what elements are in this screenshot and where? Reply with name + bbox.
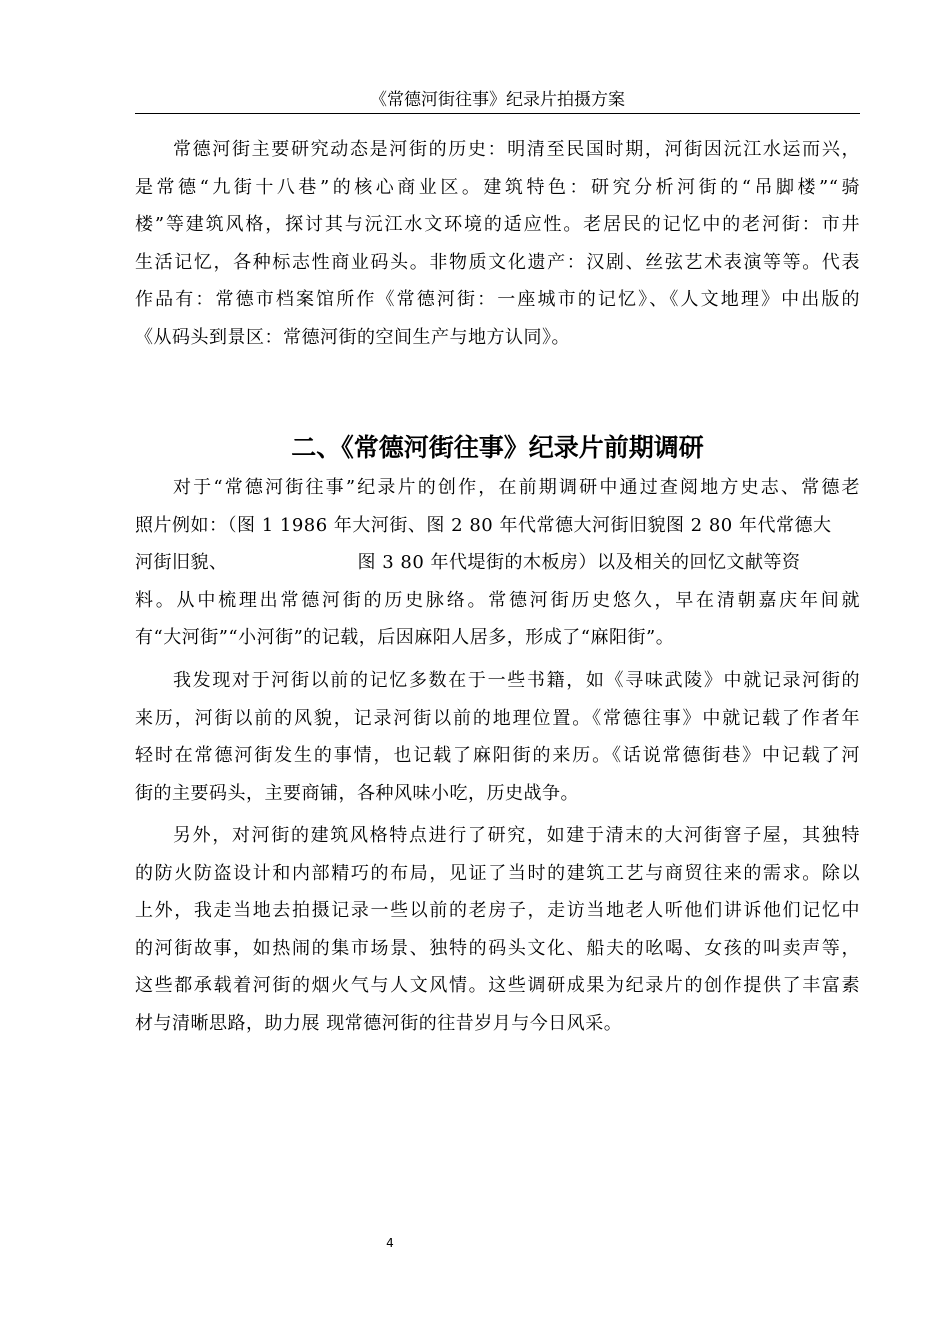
running-header: 《常德河街往事》纪录片拍摄方案 <box>370 90 625 110</box>
text-line: 楼”等建筑风格，探讨其与沅江水文环境的适应性。老居民的记忆中的老河街：市井 <box>135 214 860 235</box>
text-line: 的河街故事，如热闹的集市场景、独特的码头文化、船夫的吆喝、女孩的叫卖声等， <box>135 937 860 959</box>
text-line: 对于“常德河街往事”纪录片的创作，在前期调研中通过查阅地方史志、常德老 <box>173 477 860 498</box>
text-line: 《从码头到景区：常德河街的空间生产与地方认同》。 <box>135 326 570 348</box>
text-line: 作品有：常德市档案馆所作《常德河街：一座城市的记忆》、《人文地理》中出版的 <box>135 289 860 310</box>
page-number: 4 <box>386 1236 394 1250</box>
text-line: 照片例如：（图 1 1986 年大河街、图 2 80 年代常德大河街旧貌图 2 80 年代常德大 <box>135 514 832 536</box>
paragraph-books <box>135 662 860 812</box>
header-rule <box>135 113 860 114</box>
paragraph-preliminary-research <box>135 469 860 657</box>
text-line: 来历，河街以前的风貌，记录河街以前的地理位置。《常德往事》中就记载了作者年 <box>135 707 860 729</box>
paragraph-research-status <box>135 131 860 356</box>
text-line: 轻时在常德河街发生的事情，也记载了麻阳街的来历。《话说常德街巷》中记载了河 <box>135 745 860 766</box>
text-line: 常德河街主要研究动态是河街的历史：明清至民国时期，河街因沅江水运而兴， <box>173 139 860 160</box>
section-heading: 二、《常德河街往事》纪录片前期调研 <box>291 433 704 462</box>
text-line: 材与清晰思路，助力展 现常德河街的往昔岁月与今日风采。 <box>135 1012 623 1034</box>
text-line: 上外，我走当地去拍摄记录一些以前的老房子，走访当地老人听他们讲诉他们记忆中 <box>135 900 860 921</box>
text-line: 另外，对河街的建筑风格特点进行了研究，如建于清末的大河街窨子屋，其独特 <box>173 825 860 846</box>
text-fragment: 河街旧貌、 <box>135 552 228 573</box>
text-line: 是常德“九街十八巷”的核心商业区。建筑特色：研究分析河街的“吊脚楼”“骑 <box>135 176 860 198</box>
text-line: 生活记忆，各种标志性商业码头。非物质文化遗产：汉剧、丝弦艺术表演等等。代表 <box>135 251 860 273</box>
text-line <box>135 544 860 582</box>
text-line: 的防火防盗设计和内部精巧的布局，见证了当时的建筑工艺与商贸往来的需求。除以 <box>135 862 860 884</box>
paragraph-architecture <box>135 817 860 1042</box>
text-line: 我发现对于河街以前的记忆多数在于一些书籍，如《寻味武陵》中就记录河街的 <box>173 670 860 691</box>
text-fragment: 图 3 80 年代堤街的木板房）以及相关的回忆文献等资 <box>357 552 801 573</box>
text-line: 街的主要码头，主要商铺，各种风味小吃，历史战争。 <box>135 782 579 804</box>
text-line: 有“大河街”“小河街”的记载，后因麻阳人居多，形成了“麻阳街”。 <box>135 627 675 648</box>
text-line: 料。从中梳理出常德河街的历史脉络。常德河街历史悠久，早在清朝嘉庆年间就 <box>135 589 860 611</box>
text-line: 这些都承载着河街的烟火气与人文风情。这些调研成果为纪录片的创作提供了丰富素 <box>135 975 860 996</box>
